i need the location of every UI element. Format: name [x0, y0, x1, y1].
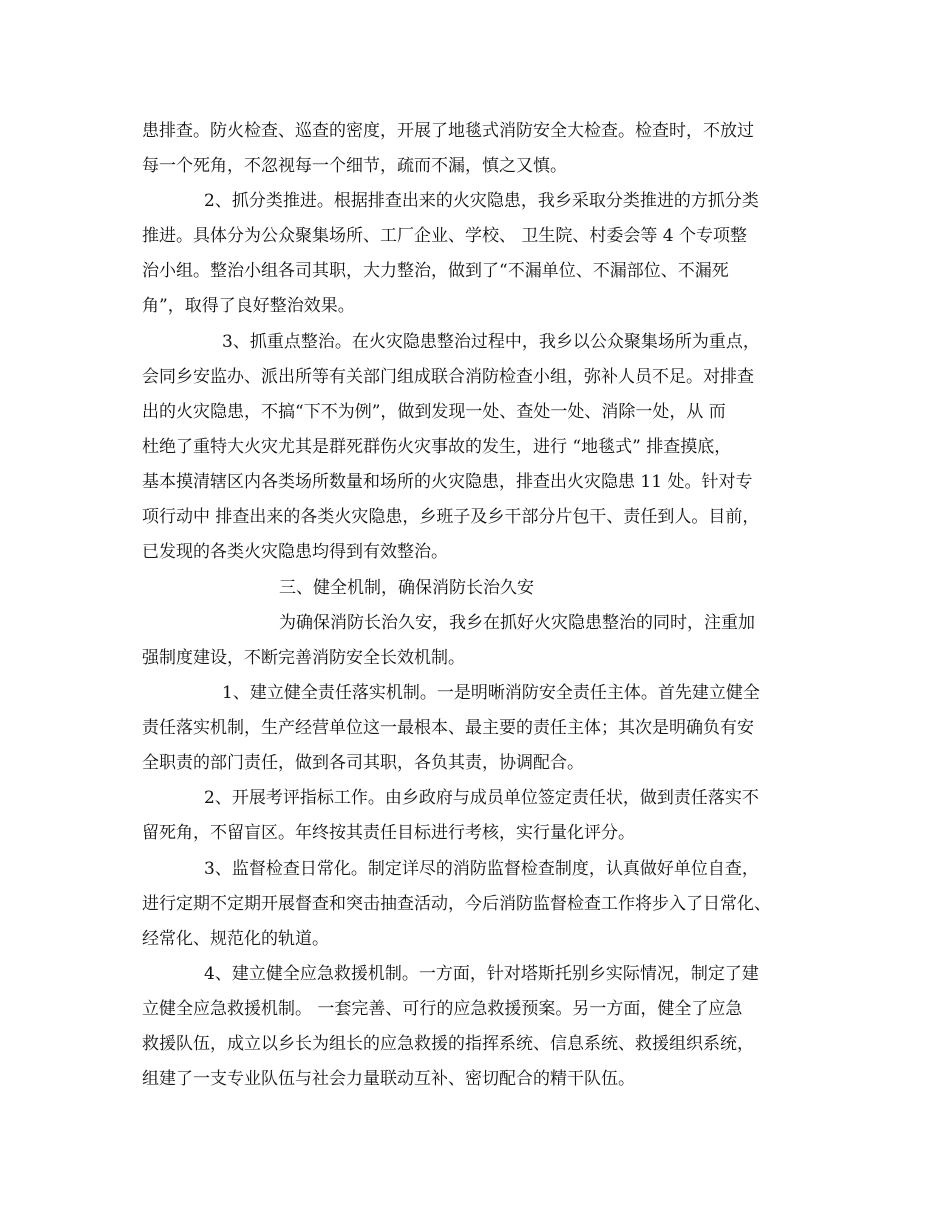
text-line: 推进。具体分为公众聚集场所、工厂企业、学校、 卫生院、村委会等 4 个专项整	[142, 226, 748, 246]
text-line: 组建了一支专业队伍与社会力量联动互补、密切配合的精干队伍。	[142, 1069, 635, 1089]
text-line: 患排查。防火检查、巡查的密度，开展了地毯式消防安全大检查。检查时，不放过	[142, 121, 754, 141]
text-line: 为确保消防长治久安，我乡在抓好火灾隐患整治的同时，注重加	[279, 613, 755, 633]
section-heading: 三、健全机制，确保消防长治久安	[279, 578, 534, 598]
text-line: 1、建立健全责任落实机制。一是明晰消防安全责任主体。首先建立健全	[222, 683, 760, 703]
text-line: 3、抓重点整治。在火灾隐患整治过程中，我乡以公众聚集场所为重点，	[222, 332, 760, 352]
text-line: 立健全应急救援机制。 一套完善、可行的应急救援预案。另一方面，健全了应急	[142, 999, 743, 1019]
text-line: 杜绝了重特大火灾尤其是群死群伤火灾事故的发生，进行 “地毯式” 排查摸底，	[142, 437, 732, 457]
text-line: 4、建立健全应急救援机制。一方面，针对塔斯托别乡实际情况，制定了建	[204, 964, 759, 984]
text-line: 已发现的各类火灾隐患均得到有效整治。	[142, 542, 448, 562]
text-line: 出的火灾隐患，不搞“下不为例”，做到发现一处、查处一处、消除一处，从 而	[142, 402, 726, 422]
text-line: 全职责的部门责任，做到各司其职，各负其责，协调配合。	[142, 753, 584, 773]
text-line: 会同乡安监办、派出所等有关部门组成联合消防检查小组，弥补人员不足。对排查	[142, 367, 754, 387]
text-line: 每一个死角，不忽视每一个细节，疏而不漏，慎之又慎。	[142, 156, 567, 176]
text-line: 2、抓分类推进。根据排查出来的火灾隐患，我乡采取分类推进的方抓分类	[204, 191, 759, 211]
text-line: 责任落实机制，生产经营单位这一最根本、最主要的责任主体；其次是明确负有安	[142, 718, 754, 738]
text-line: 角”，取得了良好整治效果。	[142, 296, 355, 316]
text-line: 项行动中 排查出来的各类火灾隐患，乡班子及乡干部分片包干、责任到人。目前，	[142, 507, 760, 527]
text-line: 救援队伍，成立以乡长为组长的应急救援的指挥系统、信息系统、救援组织系统，	[142, 1034, 754, 1054]
text-line: 经常化、规范化的轨道。	[142, 929, 329, 949]
text-line: 2、开展考评指标工作。由乡政府与成员单位签定责任状，做到责任落实不	[204, 788, 759, 808]
text-line: 治小组。整治小组各司其职，大力整治，做到了“不漏单位、不漏部位、不漏死	[142, 261, 729, 281]
text-line: 3、监督检查日常化。制定详尽的消防监督检查制度，认真做好单位自查，	[204, 859, 759, 879]
text-line: 留死角，不留盲区。年终按其责任目标进行考核，实行量化评分。	[142, 823, 635, 843]
text-line: 进行定期不定期开展督查和突击抽查活动，今后消防监督检查工作将步入了日常化、	[142, 894, 771, 914]
text-line: 基本摸清辖区内各类场所数量和场所的火灾隐患，排查出火灾隐患 11 处。针对专	[142, 472, 753, 492]
text-line: 强制度建设，不断完善消防安全长效机制。	[142, 648, 465, 668]
